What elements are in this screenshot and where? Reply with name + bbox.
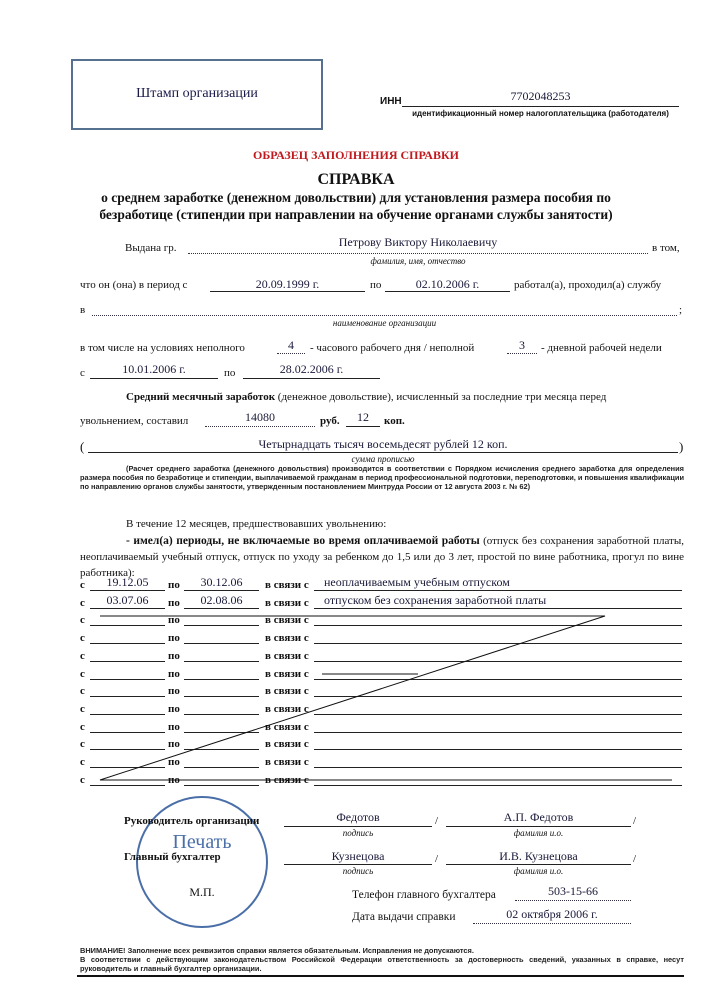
document-subtitle-line2: безработице (стипендии при направлении на обучение органами службы занятости) <box>99 207 613 222</box>
row-reason-field[interactable]: неоплачиваемым учебным отпуском <box>324 575 510 589</box>
row-reason-label: в связи с <box>265 756 309 768</box>
row-to-label: по <box>168 579 180 591</box>
period-to-field[interactable]: 02.10.2006 г. <box>415 277 480 291</box>
issued-to-field[interactable]: Петрову Виктору Николаевичу <box>338 235 498 249</box>
head-slash-end: / <box>633 815 637 827</box>
head-name-caption: фамилия и.о. <box>513 828 564 838</box>
period-from-field[interactable]: 20.09.1999 г. <box>255 277 320 291</box>
row-from-label: с <box>80 650 85 662</box>
row-to-label: по <box>168 756 180 768</box>
row-reason-label: в связи с <box>265 774 309 786</box>
excluded-periods-intro: В течение 12 месяцев, предшествовавших увольнению: <box>126 518 387 530</box>
row-from-field[interactable]: 03.07.06 <box>106 593 149 607</box>
row-from-label: с <box>80 721 85 733</box>
row-reason-label: в связи с <box>265 685 309 697</box>
accountant-label: Главный бухгалтер <box>124 851 221 863</box>
part-time-prefix: в том числе на условиях неполного <box>80 342 245 354</box>
inn-caption: идентификационный номер налогоплательщика (работодателя) <box>412 109 669 118</box>
amount-in-words-field[interactable]: Четырнадцать тысяч восемьдесят рублей 12 коп. <box>258 437 508 451</box>
document-title: СПРАВКА <box>317 171 395 188</box>
row-reason-label: в связи с <box>265 614 309 626</box>
head-label: Руководитель организации <box>124 815 260 827</box>
accountant-phone-underline <box>515 900 631 901</box>
strike-through-line <box>100 616 672 780</box>
calculation-note: (Расчет среднего заработка (денежного довольствия) производится в соответствии с Порядком исчисления среднего заработка для определения размера пособия по безработице и стипендии, выплачиваемой гражданам в период профессиональной подготовки, переподготовки, и повышения квалификации по направлению органов службы занятости, утвержденным постановлением Минтруда России от 12 августа 2003 г. № 62) <box>80 464 684 492</box>
average-earnings-bold: Средний месячный заработок <box>126 391 276 403</box>
period-to-label: по <box>370 279 382 291</box>
row-to-label: по <box>168 614 180 626</box>
accountant-phone-label: Телефон главного бухгалтера <box>352 889 496 901</box>
part-time-to-field[interactable]: 28.02.2006 г. <box>279 362 344 376</box>
accountant-signature-caption: подпись <box>342 866 374 876</box>
issue-date-underline <box>473 923 631 924</box>
part-time-from-field[interactable]: 10.01.2006 г. <box>122 362 186 376</box>
head-slash: / <box>435 815 439 827</box>
row-to-field[interactable]: 02.08.06 <box>200 593 243 607</box>
part-time-from-label: с <box>80 367 85 379</box>
head-signature-caption: подпись <box>342 828 374 838</box>
part-time-days-field[interactable]: 3 <box>519 338 525 352</box>
row-from-field[interactable]: 19.12.05 <box>106 575 149 589</box>
issued-to-caption: фамилия, имя, отчество <box>370 256 466 266</box>
sample-title: ОБРАЗЕЦ ЗАПОЛНЕНИЯ СПРАВКИ <box>253 148 459 162</box>
row-from-label: с <box>80 597 85 609</box>
excluded-periods-lead: - имел(а) периоды, не включаемые во время оплачиваемой работы <box>126 535 480 547</box>
amount-in-words-caption: сумма прописью <box>351 454 415 464</box>
rubles-field[interactable]: 14080 <box>245 410 275 424</box>
row-to-field[interactable]: 30.12.06 <box>200 575 243 589</box>
part-time-middle: - часового рабочего дня / неполной <box>310 342 475 354</box>
row-reason-label: в связи с <box>265 597 309 609</box>
notice-line2: В соответствии с действующим законодательством Российской Федерации ответственность за достоверность сведений, указанных в справке, несут руководитель и главный бухгалтер организации. <box>80 955 684 974</box>
average-earnings-line2-prefix: увольнением, составил <box>80 415 189 427</box>
document-subtitle-line1: о среднем заработке (денежном довольствии) для установления размера пособия по <box>101 190 611 205</box>
part-time-to-label: по <box>224 367 236 379</box>
excluded-periods-rest: (отпуск без сохранения заработной платы, неоплачиваемый учебный отпуск, отпуск по уходу за ребенком до 1,5 или до 3 лет, простой по вине работника, прогул по вине работника): <box>80 535 684 579</box>
accountant-signature-underline <box>284 864 432 865</box>
row-to-label: по <box>168 721 180 733</box>
row-to-label: по <box>168 685 180 697</box>
inn-value[interactable]: 7702048253 <box>510 89 571 103</box>
row-from-label: с <box>80 614 85 626</box>
row-reason-label: в связи с <box>265 650 309 662</box>
accountant-name-underline <box>446 864 631 865</box>
row-reason-label: в связи с <box>265 703 309 715</box>
row-to-label: по <box>168 597 180 609</box>
average-earnings-rest: (денежное довольствие), исчисленный за последние три месяца перед <box>277 391 607 403</box>
row-reason-label: в связи с <box>265 668 309 680</box>
issued-to-suffix: в том, <box>652 242 680 254</box>
part-time-suffix: - дневной рабочей недели <box>541 342 662 354</box>
seal-label: Печать <box>172 831 232 853</box>
kop-label: коп. <box>384 415 405 427</box>
head-name-field[interactable]: А.П. Федотов <box>503 810 574 824</box>
row-to-label: по <box>168 632 180 644</box>
period-suffix: работал(а), проходил(а) службу <box>514 279 662 291</box>
issue-date-label: Дата выдачи справки <box>352 911 456 923</box>
row-to-label: по <box>168 774 180 786</box>
organization-suffix: ; <box>679 304 683 316</box>
notice-line1: ВНИМАНИЕ! Заполнение всех реквизитов справки является обязательным. Исправления не допускаются. <box>80 946 474 955</box>
row-to-label: по <box>168 738 180 750</box>
row-reason-label: в связи с <box>265 721 309 733</box>
row-reason-label: в связи с <box>265 579 309 591</box>
head-name-underline <box>446 826 631 827</box>
rub-label: руб. <box>320 415 340 427</box>
accountant-name-field[interactable]: И.В. Кузнецова <box>499 849 578 863</box>
row-reason-label: в связи с <box>265 632 309 644</box>
accountant-phone-field[interactable]: 503-15-66 <box>548 884 598 898</box>
inn-label: ИНН <box>380 96 402 107</box>
notice-divider <box>77 975 684 977</box>
row-from-label: с <box>80 685 85 697</box>
organization-caption: наименование организации <box>332 318 437 328</box>
accountant-slash: / <box>435 853 439 865</box>
row-from-label: с <box>80 756 85 768</box>
row-from-label: с <box>80 774 85 786</box>
head-signature-underline <box>284 826 432 827</box>
seal-mp: М.П. <box>189 885 215 899</box>
head-signature-field[interactable]: Федотов <box>336 810 380 824</box>
row-to-label: по <box>168 650 180 662</box>
period-prefix: что он (она) в период с <box>80 279 188 291</box>
row-reason-label: в связи с <box>265 738 309 750</box>
row-from-label: с <box>80 668 85 680</box>
part-time-hours-field[interactable]: 4 <box>288 338 294 352</box>
organization-stamp-label: Штамп организации <box>136 86 258 101</box>
issue-date-field[interactable]: 02 октября 2006 г. <box>506 907 598 921</box>
row-from-label: с <box>80 632 85 644</box>
organization-prefix: в <box>80 304 86 316</box>
row-from-label: с <box>80 738 85 750</box>
row-to-label: по <box>168 703 180 715</box>
row-from-label: с <box>80 579 85 591</box>
accountant-name-caption: фамилия и.о. <box>513 866 564 876</box>
in-words-open-paren: ( <box>80 439 85 454</box>
row-from-label: с <box>80 703 85 715</box>
issued-to-label: Выдана гр. <box>125 242 177 254</box>
accountant-signature-field[interactable]: Кузнецова <box>331 849 385 863</box>
row-to-label: по <box>168 668 180 680</box>
accountant-slash-end: / <box>633 853 637 865</box>
in-words-close-paren: ) <box>679 439 684 454</box>
kopecks-field[interactable]: 12 <box>357 410 369 424</box>
row-reason-field[interactable]: отпуском без сохранения заработной платы <box>324 593 547 607</box>
